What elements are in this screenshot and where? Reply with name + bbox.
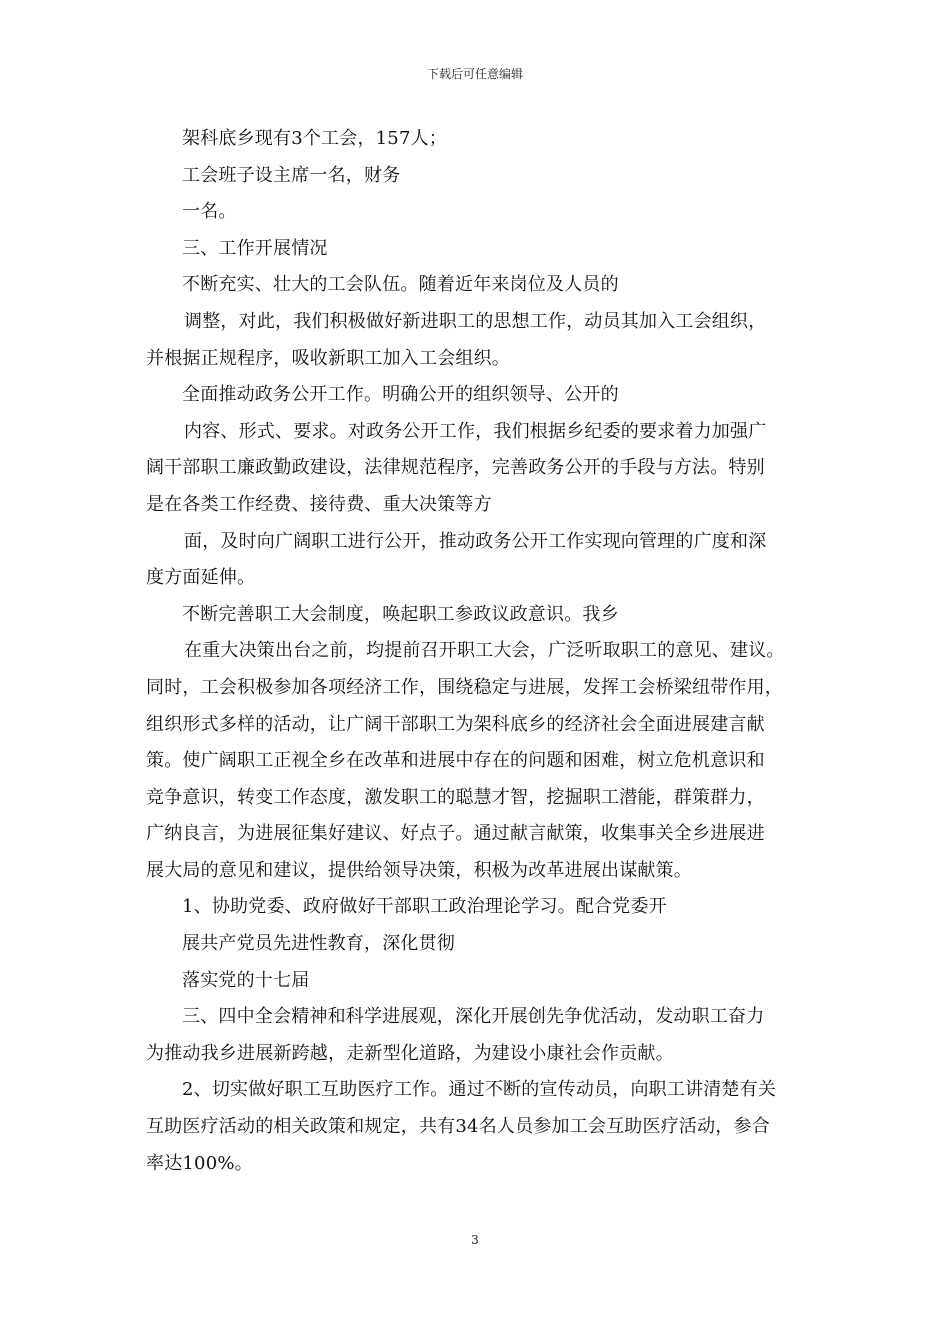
text-line: 策。使广阔职工正视全乡在改革和进展中存在的问题和困难，树立危机意识和	[146, 750, 765, 772]
text-line: 不断完善职工大会制度，唤起职工参政议政意识。我乡	[182, 603, 619, 625]
text-line: 阔干部职工廉政勤政建设，法律规范程序，完善政务公开的手段与方法。特别	[146, 457, 765, 479]
text-line: 一名。	[182, 201, 237, 223]
text-line: 率达100%。	[146, 1152, 253, 1174]
text-line: 面，及时向广阔职工进行公开，推动政务公开工作实现向管理的广度和深	[184, 530, 767, 552]
text-line: 竞争意识，转变工作态度，激发职工的聪慧才智，挖掘职工潜能，群策群力，	[146, 786, 765, 808]
text-line: 全面推动政务公开工作。明确公开的组织领导、公开的	[182, 384, 619, 406]
document-body	[146, 121, 816, 1182]
text-line: 1、协助党委、政府做好干部职工政治理论学习。配合党委开	[182, 896, 667, 918]
text-line: 展共产党员先进性教育，深化贯彻	[182, 933, 455, 955]
text-line: 落实党的十七届	[182, 969, 310, 991]
text-line: 度方面延伸。	[146, 567, 256, 589]
text-line: 为推动我乡进展新跨越，走新型化道路，为建设小康社会作贡献。	[146, 1042, 674, 1064]
text-line: 广纳良言，为进展征集好建议、好点子。通过献言献策，收集事关全乡进展进	[146, 823, 765, 845]
text-line: 工会班子设主席一名，财务	[182, 164, 401, 186]
text-line: 同时，工会积极参加各项经济工作，围绕稳定与进展，发挥工会桥梁纽带作用，	[146, 676, 783, 698]
text-line: 架科底乡现有3个工会，157人；	[182, 128, 448, 149]
text-line: 调整，对此，我们积极做好新进职工的思想工作，动员其加入工会组织，	[184, 310, 767, 332]
text-line: 互助医疗活动的相关政策和规定，共有34名人员参加工会互助医疗活动，参合	[146, 1116, 770, 1138]
text-line: 展大局的意见和建议，提供给领导决策，积极为改革进展出谋献策。	[146, 859, 692, 881]
text-line: 不断充实、壮大的工会队伍。随着近年来岗位及人员的	[182, 274, 619, 296]
text-line: 内容、形式、要求。对政务公开工作，我们根据乡纪委的要求着力加强广	[184, 420, 767, 442]
page-header: 下载后可任意编辑	[426, 67, 523, 81]
text-line: 三、四中全会精神和科学进展观，深化开展创先争优活动，发动职工奋力	[182, 1006, 765, 1028]
text-line: 组织形式多样的活动，让广阔干部职工为架科底乡的经济社会全面进展建言献	[146, 713, 765, 735]
section-heading: 三、工作开展情况	[182, 237, 328, 259]
text-line: 是在各类工作经费、接待费、重大决策等方	[146, 493, 492, 515]
text-line: 在重大决策出台之前，均提前召开职工大会，广泛听取职工的意见、建议。	[184, 640, 785, 662]
text-line: 并根据正规程序，吸收新职工加入工会组织。	[146, 347, 510, 369]
page-number: 3	[471, 1233, 479, 1247]
text-line: 2、切实做好职工互助医疗工作。通过不断的宣传动员，向职工讲清楚有关	[182, 1079, 777, 1101]
